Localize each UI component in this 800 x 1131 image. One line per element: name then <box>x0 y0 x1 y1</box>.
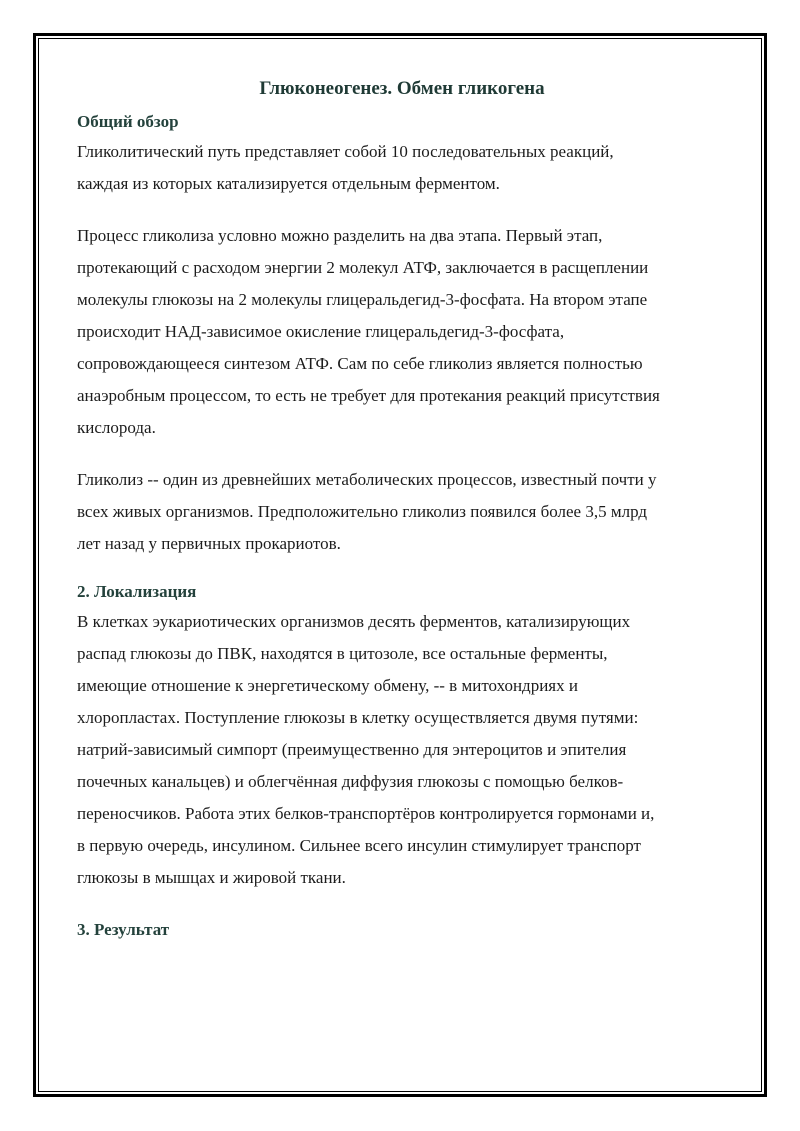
text-line: хлоропластах. Поступление глюкозы в клетку осуществляется двумя путями: <box>77 708 639 727</box>
text-line: глюкозы в мышцах и жировой ткани. <box>77 868 346 887</box>
paragraph <box>77 464 727 560</box>
text-line: переносчиков. Работа этих белков-транспортёров контролируется гормонами и, <box>77 804 655 823</box>
text-line: лет назад у первичных прокариотов. <box>77 534 341 553</box>
text-line: Гликолитический путь представляет собой 10 последовательных реакций, <box>77 142 614 161</box>
text-line: Процесс гликолиза условно можно разделить на два этапа. Первый этап, <box>77 226 603 245</box>
section-heading-overview: Общий обзор <box>77 112 179 131</box>
text-line: происходит НАД-зависимое окисление глицеральдегид-3-фосфата, <box>77 322 565 341</box>
text-line: анаэробным процессом, то есть не требует для протекания реакций присутствия <box>77 386 660 405</box>
text-line: распад глюкозы до ПВК, находятся в цитозоле, все остальные ферменты, <box>77 644 608 663</box>
paragraph <box>77 136 727 200</box>
text-line: натрий-зависимый симпорт (преимущественно для энтероцитов и эпителия <box>77 740 627 759</box>
text-line: Гликолиз -- один из древнейших метаболических процессов, известный почти у <box>77 470 657 489</box>
text-line: всех живых организмов. Предположительно гликолиз появился более 3,5 млрд <box>77 502 647 521</box>
text-line: протекающий с расходом энергии 2 молекул АТФ, заключается в расщеплении <box>77 258 649 277</box>
text-line: почечных канальцев) и облегчённая диффузия глюкозы с помощью белков- <box>77 772 624 791</box>
text-line: каждая из которых катализируется отдельным ферментом. <box>77 174 500 193</box>
text-line: В клетках эукариотических организмов десять ферментов, катализирующих <box>77 612 631 631</box>
text-line: сопровождающееся синтезом АТФ. Сам по себе гликолиз является полностью <box>77 354 643 373</box>
text-line: в первую очередь, инсулином. Сильнее всего инсулин стимулирует транспорт <box>77 836 641 855</box>
section-heading-localization: 2. Локализация <box>77 582 197 601</box>
document-body <box>77 74 727 944</box>
text-line: имеющие отношение к энергетическому обмену, -- в митохондриях и <box>77 676 578 695</box>
document-title: Глюконеогенез. Обмен гликогена <box>259 78 545 99</box>
paragraph <box>77 220 727 444</box>
section-heading-result: 3. Результат <box>77 920 170 939</box>
text-line: молекулы глюкозы на 2 молекулы глицеральдегид-3-фосфата. На втором этапе <box>77 290 648 309</box>
paragraph <box>77 606 727 894</box>
text-line: кислорода. <box>77 418 156 437</box>
